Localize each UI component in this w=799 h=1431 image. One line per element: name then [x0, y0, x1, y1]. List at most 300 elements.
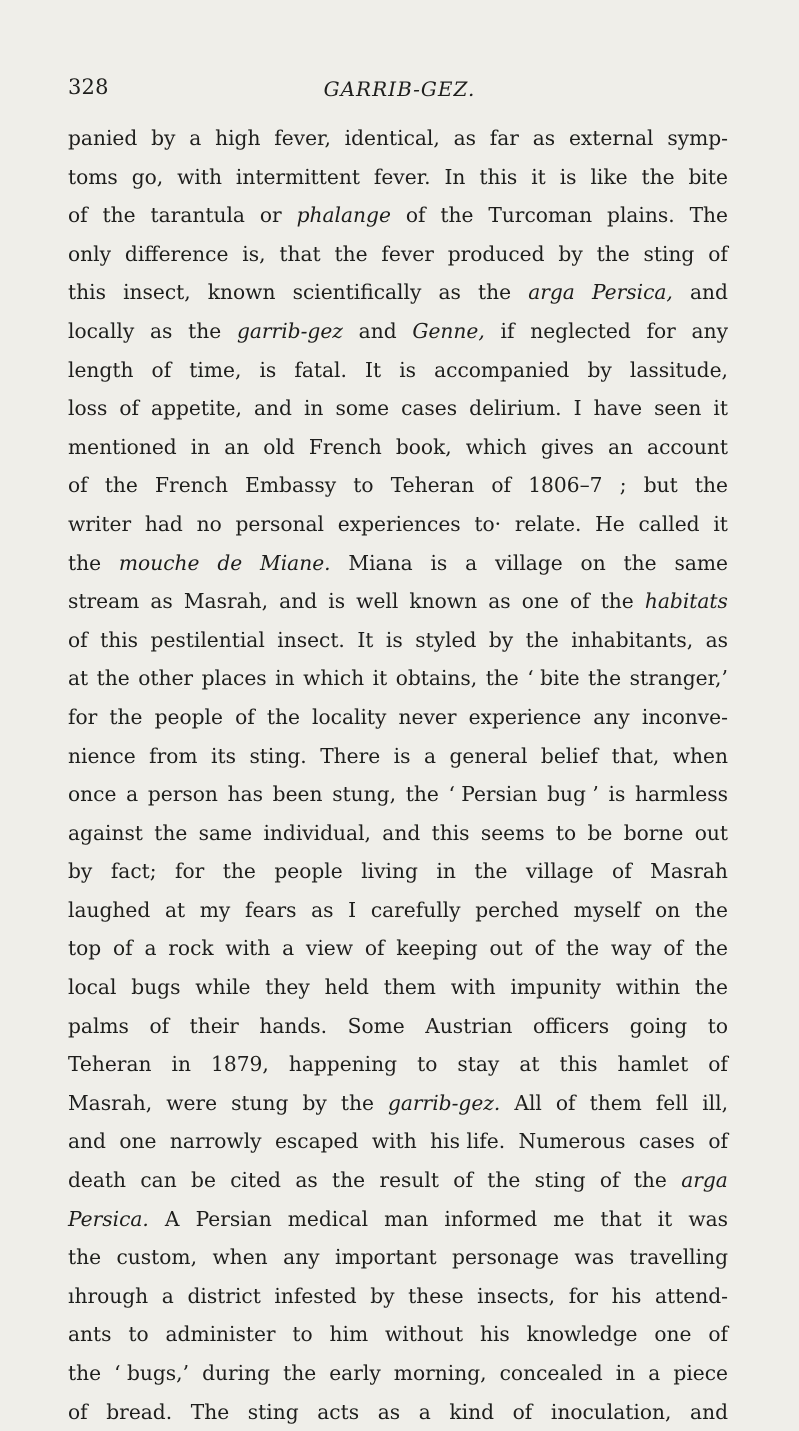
word: only: [68, 241, 112, 266]
text-line: [68, 1393, 728, 1431]
text-line: [68, 235, 728, 274]
word: man: [384, 1206, 429, 1231]
text-line: [68, 659, 728, 698]
word: some: [335, 396, 390, 421]
word: by: [68, 859, 93, 884]
word: his: [611, 1283, 642, 1308]
text-line: [68, 273, 728, 312]
word: of: [708, 241, 728, 266]
word: I: [348, 897, 357, 922]
word: time,: [189, 357, 242, 382]
word: garrib-gez.: [387, 1090, 501, 1115]
word: is: [328, 589, 346, 614]
word: which: [303, 666, 365, 691]
word: while: [195, 975, 251, 1000]
word: palms: [68, 1013, 129, 1038]
word: appetite,: [151, 396, 242, 421]
word: symp-: [667, 126, 728, 150]
word: high: [215, 126, 261, 150]
word: individual,: [263, 820, 371, 845]
text-line: [68, 158, 728, 197]
word: panied: [68, 126, 138, 150]
word: never: [398, 704, 457, 729]
word: old: [263, 434, 295, 459]
word: any: [593, 704, 630, 729]
word: relate.: [514, 511, 582, 536]
word: seems: [480, 820, 545, 845]
word: him: [329, 1322, 369, 1347]
text-line: [68, 929, 728, 968]
word: by: [302, 1090, 327, 1115]
word: narrowly: [169, 1129, 262, 1154]
word: Genne,: [412, 318, 485, 343]
word: was: [574, 1245, 615, 1270]
word: without: [385, 1322, 464, 1347]
word: the: [596, 241, 630, 266]
word: the: [440, 203, 474, 228]
word: local: [68, 975, 117, 1000]
word: experiences: [337, 511, 461, 536]
word: bite: [688, 164, 728, 189]
word: important: [335, 1245, 437, 1270]
word: hands.: [259, 1013, 328, 1038]
word: in: [275, 666, 295, 691]
word: arga: [681, 1168, 728, 1193]
text-line: [68, 389, 728, 428]
word: neglected: [530, 318, 631, 343]
word: Persica.: [68, 1206, 149, 1231]
word: ill,: [702, 1090, 728, 1115]
text-line: [68, 119, 728, 158]
word: the: [487, 1168, 521, 1193]
word: same: [198, 820, 253, 845]
word: stay: [457, 1052, 500, 1077]
word: cited: [230, 1168, 281, 1193]
word: It: [357, 627, 374, 652]
word: habitats: [644, 589, 728, 614]
word: All: [514, 1090, 542, 1115]
word: well: [356, 589, 399, 614]
word: with: [225, 936, 271, 961]
word: of: [708, 1052, 728, 1077]
text-line: [68, 1007, 728, 1046]
word: Embassy: [245, 473, 337, 498]
word: acts: [317, 1399, 360, 1424]
text-line: [68, 544, 728, 583]
word: of: [599, 1168, 620, 1193]
word: of: [235, 704, 255, 729]
text-line: [68, 582, 728, 621]
word: one: [119, 1129, 157, 1154]
word: have: [593, 396, 643, 421]
text-line: [68, 1084, 728, 1123]
word: be: [587, 820, 613, 845]
word: harmless: [635, 782, 728, 807]
word: difference: [124, 241, 229, 266]
word: of: [708, 1129, 728, 1154]
word: accompanied: [434, 357, 570, 382]
word: out: [489, 936, 523, 961]
word: tarantula: [150, 203, 245, 228]
text-line: [68, 196, 728, 235]
word: general: [449, 743, 528, 768]
word: lassitude,: [629, 357, 728, 382]
word: inoculation,: [550, 1399, 672, 1424]
text-line: [68, 1354, 728, 1393]
word: to: [353, 473, 374, 498]
word: the: [102, 203, 136, 228]
word: this: [100, 627, 139, 652]
word: for: [68, 704, 98, 729]
word: locally: [68, 318, 135, 343]
word: phalange: [296, 203, 391, 228]
word: of: [555, 1090, 576, 1115]
word: stung,: [332, 782, 397, 807]
word: a: [144, 936, 157, 961]
word: the: [96, 666, 130, 691]
word: and: [253, 396, 292, 421]
word: the: [623, 550, 657, 575]
word: this: [479, 164, 518, 189]
word: fatal.: [294, 357, 347, 382]
word: as: [150, 589, 173, 614]
word: infested: [274, 1283, 357, 1308]
word: as: [438, 280, 461, 305]
word: any: [691, 318, 728, 343]
word: and: [382, 820, 421, 845]
word: Turcoman: [488, 203, 593, 228]
word: for: [646, 318, 676, 343]
word: known: [409, 589, 478, 614]
word: village: [495, 550, 563, 575]
word: as: [377, 1399, 401, 1424]
text-line: [68, 505, 728, 544]
word: as: [453, 126, 476, 150]
word: kind: [449, 1399, 494, 1424]
word: morning,: [393, 1361, 487, 1385]
word: the: [68, 1361, 102, 1385]
word: informed: [444, 1206, 538, 1231]
word: they: [265, 975, 310, 1000]
word: piece: [673, 1361, 728, 1385]
word: of: [119, 396, 140, 421]
word: by: [558, 241, 583, 266]
word: arga: [528, 280, 575, 305]
word: to: [292, 1322, 313, 1347]
text-line: [68, 891, 728, 930]
word: intermittent: [235, 164, 360, 189]
word: to·: [474, 511, 502, 536]
word: Numerous: [518, 1129, 626, 1154]
word: the: [104, 473, 138, 498]
text-line: [68, 621, 728, 660]
word: is: [608, 782, 626, 807]
word: far: [489, 126, 519, 150]
word: 1806–7: [528, 473, 603, 498]
word: a: [189, 126, 202, 150]
word: by: [587, 357, 612, 382]
word: this: [68, 280, 106, 305]
word: experience: [468, 704, 582, 729]
word: the: [641, 164, 675, 189]
word: of: [68, 203, 88, 228]
word: ‘ bite: [527, 666, 580, 691]
text-line: [68, 1238, 728, 1277]
word: perched: [475, 897, 559, 922]
word: nience: [68, 743, 136, 768]
word: the: [334, 241, 368, 266]
word: is: [393, 743, 411, 768]
word: person: [147, 782, 218, 807]
word: me: [553, 1206, 585, 1231]
word: belief: [540, 743, 599, 768]
word: Teheran: [390, 473, 475, 498]
word: in: [171, 1052, 191, 1077]
word: the: [332, 1168, 366, 1193]
word: as: [295, 1168, 318, 1193]
word: at: [164, 897, 186, 922]
word: this: [559, 1052, 598, 1077]
word: to: [417, 1052, 438, 1077]
word: Masrah,: [68, 1090, 153, 1115]
word: for: [568, 1283, 598, 1308]
word: cases: [401, 396, 458, 421]
word: fever: [381, 241, 434, 266]
word: the: [694, 473, 728, 498]
word: them: [589, 1090, 642, 1115]
word: been: [272, 782, 323, 807]
word: and: [690, 1399, 728, 1424]
word: fever.: [373, 164, 431, 189]
text-line: [68, 1200, 728, 1239]
word: 1879,: [211, 1052, 269, 1077]
word: ‘ bugs,’: [114, 1361, 190, 1385]
word: is: [399, 357, 417, 382]
word: the: [566, 936, 600, 961]
word: by: [488, 627, 514, 652]
text-line: [68, 1122, 728, 1161]
word: that: [279, 241, 321, 266]
word: sting: [643, 241, 695, 266]
word: bread.: [106, 1399, 173, 1424]
word: on: [655, 897, 681, 922]
running-head: GARRIB-GEZ.: [323, 77, 476, 101]
word: attend-: [654, 1283, 728, 1308]
word: of: [68, 627, 88, 652]
word: mouche: [118, 550, 200, 575]
word: styled: [415, 627, 477, 652]
text-line: [68, 698, 728, 737]
word: in: [615, 1361, 636, 1385]
text-line: [68, 1161, 728, 1200]
word: The: [190, 1399, 230, 1424]
word: at: [68, 666, 89, 691]
word: scientifically: [292, 280, 422, 305]
word: bugs: [131, 975, 181, 1000]
word: Persian: [195, 1206, 272, 1231]
word: French: [155, 473, 228, 498]
word: stung: [231, 1090, 289, 1115]
word: Austrian: [425, 1013, 513, 1038]
word: Miane.: [260, 550, 331, 575]
word: a: [465, 550, 478, 575]
word: and: [358, 318, 397, 343]
word: other: [138, 666, 194, 691]
word: the: [405, 782, 439, 807]
word: with: [177, 164, 222, 189]
word: He: [595, 511, 625, 536]
word: In: [444, 164, 466, 189]
word: or: [259, 203, 282, 228]
word: a: [423, 743, 437, 768]
word: the: [485, 666, 519, 691]
word: officers: [532, 1013, 610, 1038]
word: bug ’: [547, 782, 599, 807]
word: at: [519, 1052, 540, 1077]
word: is: [430, 550, 448, 575]
word: one: [654, 1322, 692, 1347]
word: Some: [347, 1013, 405, 1038]
word: obtains,: [395, 666, 478, 691]
word: the: [222, 859, 256, 884]
word: happening: [288, 1052, 398, 1077]
word: sting: [247, 1399, 299, 1424]
text-line: [68, 852, 728, 891]
text-line: [68, 428, 728, 467]
word: mentioned: [68, 434, 177, 459]
word: the: [68, 550, 102, 575]
word: out: [694, 820, 728, 845]
word: it: [713, 511, 728, 536]
text-line: [68, 351, 728, 390]
word: it: [531, 164, 546, 189]
word: the: [633, 1168, 667, 1193]
word: the: [478, 280, 512, 305]
text-line: [68, 1277, 728, 1316]
word: the: [68, 1245, 102, 1270]
word: as: [311, 897, 334, 922]
word: once: [68, 782, 117, 807]
word: length: [68, 357, 134, 382]
word: to: [555, 820, 577, 845]
word: escaped: [274, 1129, 359, 1154]
word: fever,: [274, 126, 331, 150]
word: hamlet: [617, 1052, 689, 1077]
word: of: [364, 936, 385, 961]
word: ‘ Persian: [448, 782, 538, 807]
word: an: [607, 434, 633, 459]
word: can: [140, 1168, 177, 1193]
word: is,: [242, 241, 266, 266]
word: if: [500, 318, 515, 343]
word: is: [385, 627, 403, 652]
word: rock: [168, 936, 214, 961]
word: the: [600, 589, 634, 614]
word: and: [279, 589, 318, 614]
body-text: [68, 119, 728, 1431]
word: the: [340, 1090, 374, 1115]
word: the: [588, 666, 622, 691]
word: the: [694, 897, 728, 922]
word: and: [689, 280, 728, 305]
word: stranger,’: [629, 666, 728, 691]
word: pestilential: [150, 627, 265, 652]
word: a: [648, 1361, 661, 1385]
word: gives: [540, 434, 594, 459]
word: de: [217, 550, 243, 575]
word: impunity: [510, 975, 601, 1000]
word: living: [361, 859, 418, 884]
word: travelling: [629, 1245, 728, 1270]
word: Masrah,: [183, 589, 269, 614]
text-line: [68, 312, 728, 351]
word: borne: [623, 820, 684, 845]
word: to: [707, 1013, 728, 1038]
word: the: [154, 820, 188, 845]
word: same: [674, 550, 728, 575]
word: Miana: [348, 550, 413, 575]
word: as: [488, 589, 511, 614]
word: of: [512, 1399, 533, 1424]
word: district: [187, 1283, 261, 1308]
word: French: [308, 434, 382, 459]
word: Persica,: [591, 280, 673, 305]
word: It: [365, 357, 382, 382]
word: my: [199, 897, 231, 922]
word: carefully: [370, 897, 461, 922]
word: A: [164, 1206, 180, 1231]
word: the: [474, 859, 508, 884]
word: There: [320, 743, 381, 768]
word: I: [573, 396, 582, 421]
word: as: [532, 126, 556, 150]
word: of: [612, 859, 632, 884]
word: toms: [68, 164, 118, 189]
word: of: [405, 203, 426, 228]
word: Masrah: [650, 859, 728, 884]
word: and: [68, 1129, 106, 1154]
word: it: [372, 666, 388, 691]
word: his life.: [430, 1129, 506, 1154]
word: in: [190, 434, 211, 459]
word: its: [211, 743, 236, 768]
word: sting.: [249, 743, 307, 768]
word: result: [379, 1168, 439, 1193]
word: that: [600, 1206, 642, 1231]
word: delirium.: [469, 396, 562, 421]
word: were: [166, 1090, 218, 1115]
word: as: [150, 318, 173, 343]
word: account: [647, 434, 728, 459]
word: the: [694, 936, 728, 961]
word: plains.: [607, 203, 675, 228]
word: was: [688, 1206, 728, 1231]
word: places: [201, 666, 267, 691]
word: identical,: [344, 126, 440, 150]
word: going: [629, 1013, 688, 1038]
word: laughed: [68, 897, 151, 922]
word: to: [128, 1322, 149, 1347]
word: when: [672, 743, 728, 768]
word: from: [149, 743, 198, 768]
word: in: [436, 859, 456, 884]
text-line: [68, 1315, 728, 1354]
word: of: [491, 473, 512, 498]
word: one: [521, 589, 559, 614]
word: insect,: [123, 280, 191, 305]
word: called: [638, 511, 700, 536]
word: of: [149, 1013, 170, 1038]
